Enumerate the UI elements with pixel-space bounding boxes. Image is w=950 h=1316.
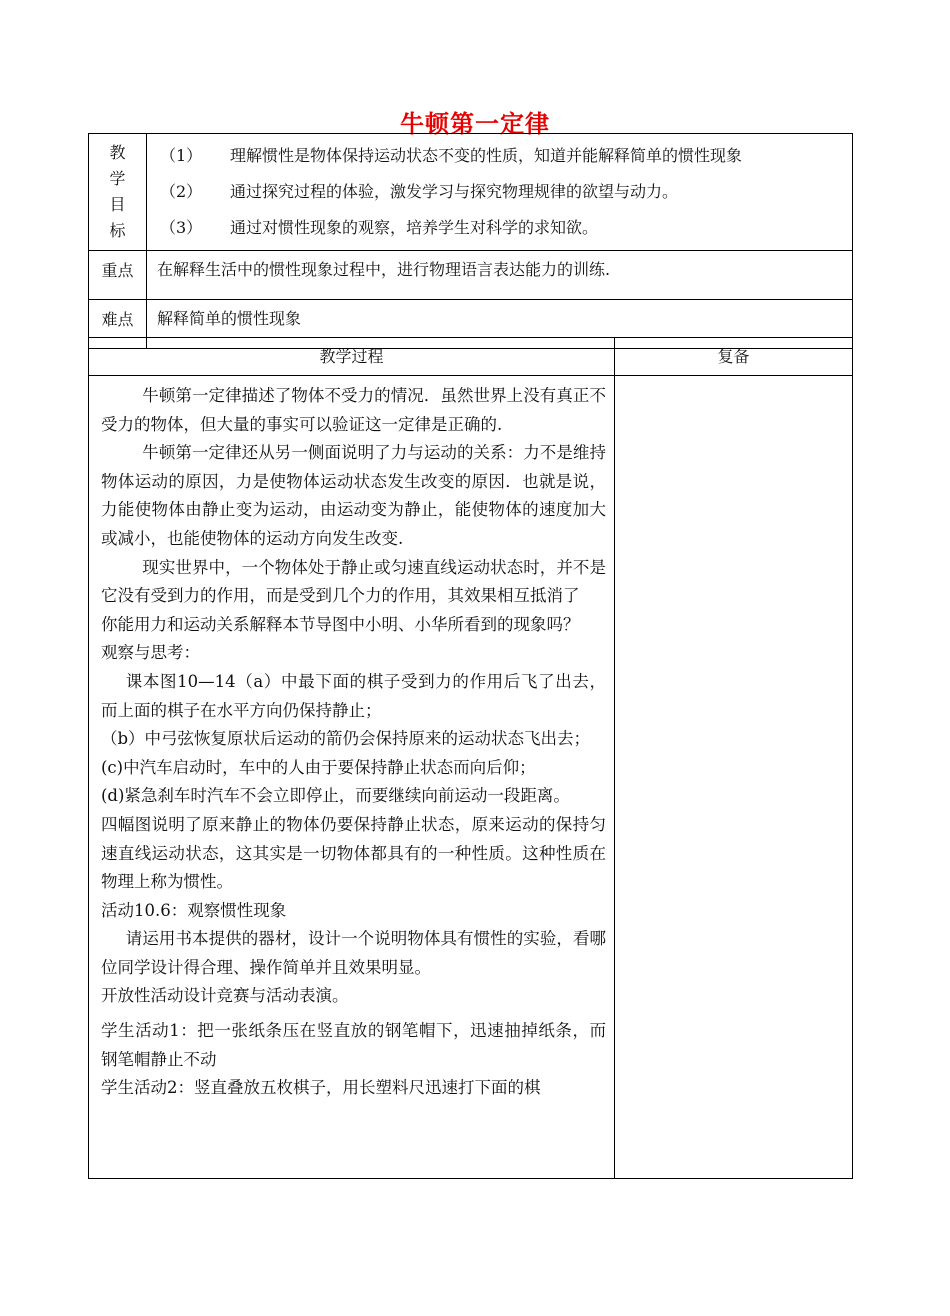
process-header: 教学过程 [89,338,615,376]
paragraph: (c)中汽车启动时，车中的人由于要保持静止状态而向后仰； [101,757,536,777]
goal-number: （1） [160,145,203,165]
process-header-row [89,338,853,376]
review-content [615,376,853,1179]
paragraph: 请运用书本提供的器材，设计一个说明物体具有惯性的实验，看哪位同学设计得合理、操作简单并且效果明显。 [101,929,606,977]
paragraph: (d)紧急刹车时汽车不会立即停止，而要继续向前运动一段距离。 [101,786,570,806]
paragraph: 四幅图说明了原来静止的物体仍要保持静止状态，原来运动的保持匀速直线运动状态，这其实是一切物体都具有的一种性质。这种性质在物理上称为惯性。 [101,814,606,892]
goals-label: 教 学 目 标 [89,134,147,251]
paragraph: 课本图10—14（a）中最下面的棋子受到力的作用后飞了出去，而上面的棋子在水平方向仍保持静止； [101,671,606,720]
difficulty-text: 解释简单的惯性现象 [147,300,853,349]
goal-item [148,140,851,168]
goal-number: （3） [160,217,203,237]
paragraph: 牛顿第一定律描述了物体不受力的情况．虽然世界上没有真正不受力的物体，但大量的事实可以验证这一定律是正确的. [101,386,606,434]
paragraph: 活动10.6：观察惯性现象 [101,900,287,920]
process-table [88,337,853,1179]
goal-text: 通过对惯性现象的观察，培养学生对科学的求知欲。 [230,217,599,237]
goal-text: 通过探究过程的体验，激发学习与探究物理规律的欲望与动力。 [230,181,679,201]
paragraph: 你能用力和运动关系解释本节导图中小明、小华所看到的现象吗？ [101,614,580,634]
process-body-row [89,376,853,1179]
goal-number: （2） [160,181,203,201]
paragraph: （b）中弓弦恢复原状后运动的箭仍会保持原来的运动状态飞出去； [101,729,591,749]
difficulty-label: 难点 [89,300,147,349]
goal-text: 理解惯性是物体保持运动状态不变的性质，知道并能解释简单的惯性现象 [230,145,743,165]
paragraph: 学生活动1：把一张纸条压在竖直放的钢笔帽下，迅速抽掉纸条，而钢笔帽静止不动 [101,1021,606,1069]
goal-item [148,212,851,240]
goals-cell [147,134,853,251]
key-text: 在解释生活中的惯性现象过程中，进行物理语言表达能力的训练. [147,251,853,300]
objectives-table [88,133,853,349]
paragraph: 现实世界中，一个物体处于静止或匀速直线运动状态时，并不是它没有受到力的作用，而是受到几个力的作用，其效果相互抵消了 [101,557,606,606]
key-label: 重点 [89,251,147,300]
goals-row [89,134,853,251]
goal-item [148,176,851,204]
process-content [89,376,615,1179]
paragraph: 牛顿第一定律还从另一侧面说明了力与运动的关系：力不是维持物体运动的原因，力是使物体运动状态发生改变的原因．也就是说，力能使物体由静止变为运动，由运动变为静止，能使物体的速度加大或减小，也能使物体的运动方向发生改变. [101,443,606,548]
page-title: 牛顿第一定律 [400,109,550,138]
paragraph: 学生活动2：竖直叠放五枚棋子，用长塑料尺迅速打下面的棋 [101,1078,541,1098]
review-header: 复备 [615,338,853,376]
paragraph: 观察与思考： [101,643,200,663]
key-row [89,251,853,300]
paragraph: 开放性活动设计竞赛与活动表演。 [101,986,349,1006]
